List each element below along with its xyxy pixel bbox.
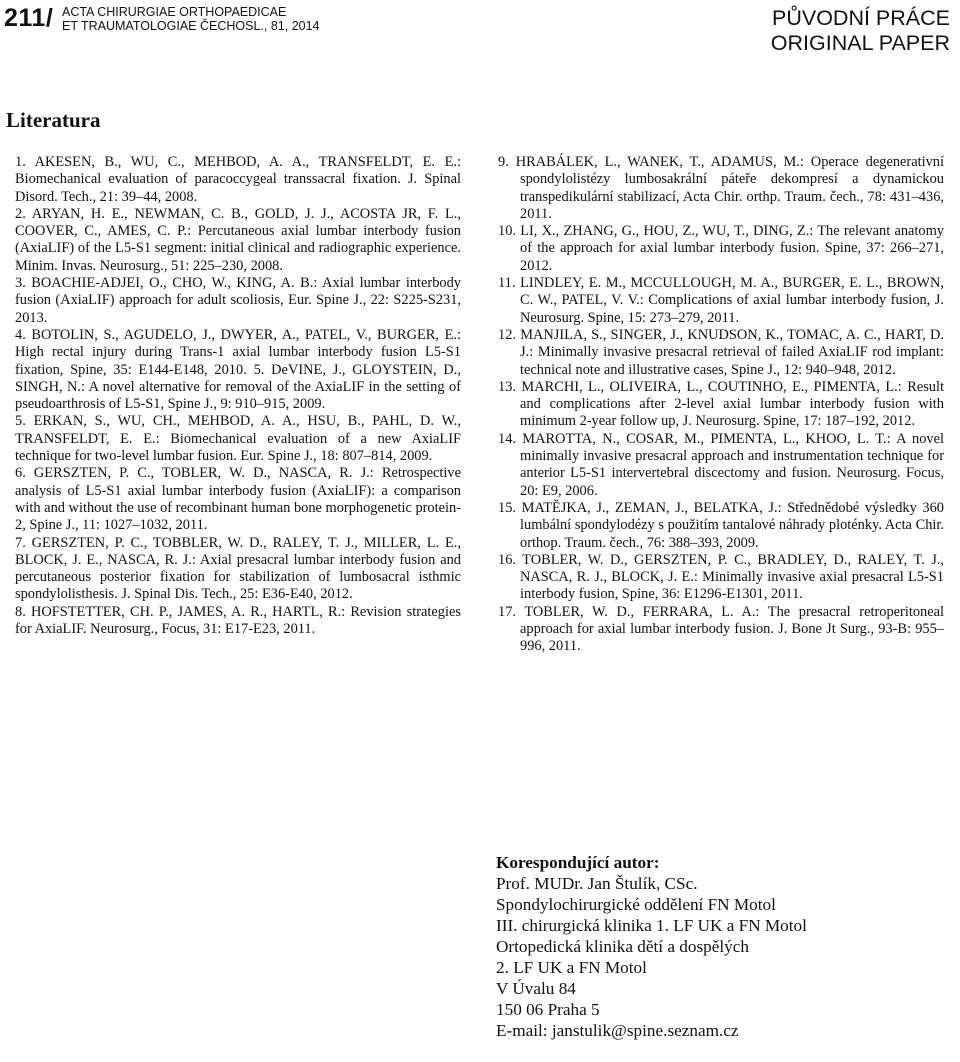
reference-item: 7. GERSZTEN, P. C., TOBBLER, W. D., RALEY, T. J., MILLER, L. E., BLOCK, J. E., NASCA, R. J.: Axial presacral lumbar interbody fusion and percutaneous posterior fixation for stabilization of lumbosacral isthmic spondylolisthesis. J. Spinal Dis. Tech., 25: E36-E40, 2012. bbox=[15, 534, 461, 603]
author-city: 150 06 Praha 5 bbox=[496, 1000, 600, 1019]
reference-item: 8. HOFSTETTER, CH. P., JAMES, A. R., HARTL, R.: Revision strategies for AxiaLIF. Neurosurg., Focus, 31: E17-E23, 2011. bbox=[15, 603, 461, 638]
reference-item: 10. LI, X., ZHANG, G., HOU, Z., WU, T., DING, Z.: The relevant anatomy of the approach for axial lumbar interbody fusion. Spine, 37: 266–271, 2012. bbox=[498, 223, 944, 274]
reference-item: 16. TOBLER, W. D., GERSZTEN, P. C., BRADLEY, D., RALEY, T. J., NASCA, R. J., BLOCK, J. E.: Minimally invasive axial presacral L5-S1 interbody fusion, Spine, 36: E1296-E1301, 2011. bbox=[498, 551, 944, 603]
page-number: 211/ bbox=[4, 4, 54, 32]
reference-item: 12. MANJILA, S., SINGER, J., KNUDSON, K., TOMAC, A. C., HART, D. J.: Minimally invasive presacral retrieval of failed AxiaLIF rod implant: technical note and illustrative cases, Spine J., 12: 940–948, 2012. bbox=[498, 326, 944, 378]
reference-item: 4. BOTOLIN, S., AGUDELO, J., DWYER, A., PATEL, V., BURGER, E.: High rectal injury during Trans-1 axial lumbar interbody fusion L5-S1 fixation, Spine, 35: E144-E148, 2010. 5. DeVINE, J., GLOYSTEIN, D., SINGH, N.: A novel alternative for removal of the AxiaLIF in the setting of pseudoarthrosis of L5-S1, Spine J., 9: 910–915, 2009. bbox=[15, 326, 461, 413]
author-faculty: 2. LF UK a FN Motol bbox=[496, 958, 647, 977]
references-left-column bbox=[15, 154, 461, 638]
article-type-english: ORIGINAL PAPER bbox=[770, 31, 950, 55]
reference-item: 11. LINDLEY, E. M., MCCULLOUGH, M. A., BURGER, E. L., BROWN, C. W., PATEL, V. V.: Complications of axial lumbar interbody fusion, J. Neurosurg. Spine, 15: 273–279, 2011. bbox=[498, 275, 944, 326]
author-department: Spondylochirurgické oddělení FN Motol bbox=[496, 895, 776, 914]
article-type bbox=[771, 6, 950, 56]
journal-line-2: ET TRAUMATOLOGIAE ČECHOSL., 81, 2014 bbox=[62, 19, 320, 33]
reference-item: 15. MATĚJKA, J., ZEMAN, J., BELATKA, J.: Střednědobé výsledky 360 lumbální spondylodézy s použitím tantalové náhrady ploténky. Acta Chir. orthop. Traum. čech., 76: 388–393, 2009. bbox=[498, 499, 944, 551]
reference-item: 13. MARCHI, L., OLIVEIRA, L., COUTINHO, E., PIMENTA, L.: Result and complications after 2-level axial lumbar interbody fusion with minimum 2-year follow up, J. Neurosurg. Spine, 17: 187–192, 2012. bbox=[498, 378, 944, 430]
author-street: V Úvalu 84 bbox=[496, 979, 576, 998]
reference-item: 1. AKESEN, B., WU, C., MEHBOD, A. A., TRANSFELDT, E. E.: Biomechanical evaluation of paracoccygeal transsacral fixation. J. Spinal Disord. Tech., 21: 39–44, 2008. bbox=[15, 154, 461, 205]
references-heading: Literatura bbox=[6, 108, 101, 132]
reference-item: 3. BOACHIE-ADJEI, O., CHO, W., KING, A. B.: Axial lumbar interbody fusion (AxiaLIF) approach for adult scoliosis, Eur. Spine J., 22: S225-S231, 2013. bbox=[15, 275, 461, 326]
reference-item: 17. TOBLER, W. D., FERRARA, L. A.: The presacral retroperitoneal approach for axial lumbar interbody fusion. J. Bone Jt Surg., 93-B: 955–996, 2011. bbox=[498, 603, 944, 655]
journal-name bbox=[62, 5, 320, 33]
author-name: Prof. MUDr. Jan Štulík, CSc. bbox=[496, 874, 698, 893]
author-clinic-2: Ortopedická klinika dětí a dospělých bbox=[496, 937, 749, 956]
reference-item: 6. GERSZTEN, P. C., TOBLER, W. D., NASCA, R. J.: Retrospective analysis of L5-S1 axial lumbar interbody fusion (AxiaLIF): a comparison with and without the use of recombinant human bone morphogenetic protein-2, Spine J., 11: 1027–1032, 2011. bbox=[15, 465, 461, 534]
reference-item: 14. MAROTTA, N., COSAR, M., PIMENTA, L., KHOO, L. T.: A novel minimally invasive presacral approach and instrumentation technique for anterior L5-S1 intervertebral discectomy and fusion. Neurosurg. Focus, 20: E9, 2006. bbox=[498, 430, 944, 499]
references-right-column bbox=[498, 154, 944, 656]
page-header bbox=[0, 0, 960, 62]
reference-item: 5. ERKAN, S., WU, CH., MEHBOD, A. A., HSU, B., PAHL, D. W., TRANSFELDT, E. E.: Biomechanical evaluation of a new AxiaLIF technique for two-level lumbar fusion. Eur. Spine J., 18: 807–814, 2009. bbox=[15, 413, 461, 465]
article-type-czech: PŮVODNÍ PRÁCE bbox=[771, 6, 950, 30]
journal-line-1: ACTA CHIRURGIAE ORTHOPAEDICAE bbox=[62, 5, 287, 19]
reference-item: 9. HRABÁLEK, L., WANEK, T., ADAMUS, M.: Operace degenerativní spondylolistézy lumbosakrální páteře dekompresí a dynamickou transpedikulární stabilizací, Acta Chir. orthp. Traum. čech., 78: 431–436, 2011. bbox=[498, 154, 944, 222]
author-clinic: III. chirurgická klinika 1. LF UK a FN Motol bbox=[496, 916, 807, 935]
corresponding-author-title: Korespondující autor: bbox=[496, 853, 660, 872]
reference-item: 2. ARYAN, H. E., NEWMAN, C. B., GOLD, J. J., ACOSTA JR, F. L., COOVER, C., AMES, C. P.: Percutaneous axial lumbar interbody fusion (AxiaLIF) of the L5-S1 segment: initial clinical and radiographic experience. Minim. Invas. Neurosurg., 51: 225–230, 2008. bbox=[15, 205, 461, 274]
author-email: E-mail: janstulik@spine.seznam.cz bbox=[496, 1021, 739, 1040]
corresponding-author-block bbox=[496, 852, 807, 1041]
